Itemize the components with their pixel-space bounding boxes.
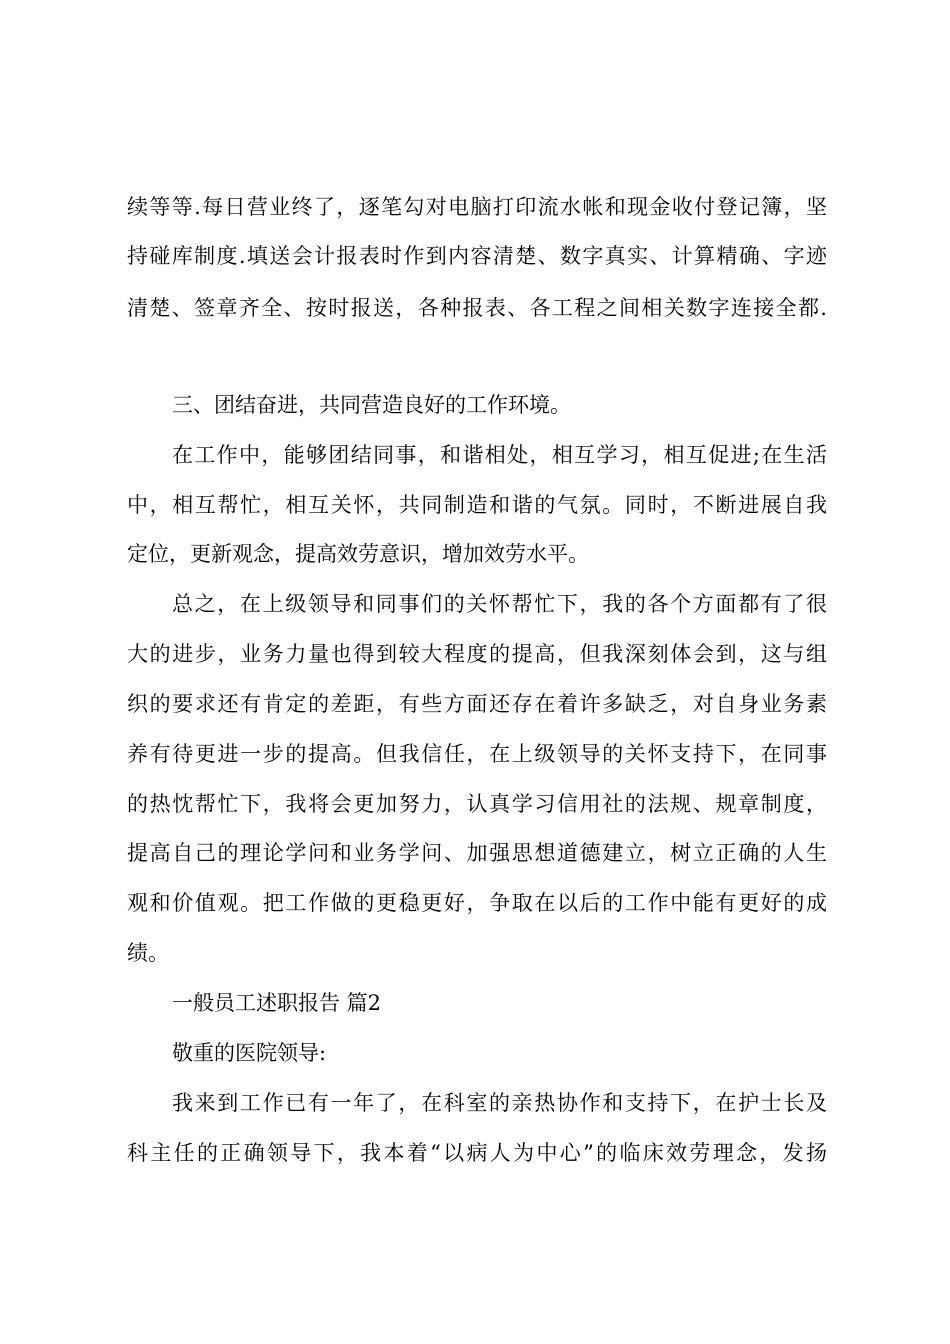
body-line-8: 总之，在上级领导和同事们的关怀帮忙下，我的各个方面都有了很 bbox=[172, 592, 827, 616]
section-heading-3: 三、团结奋进，共同营造良好的工作环境。 bbox=[172, 393, 571, 417]
body-line-12: 的热忱帮忙下，我将会更加努力，认真学习信用社的法规、规章制度， bbox=[127, 792, 827, 816]
body-line-10: 织的要求还有肯定的差距，有些方面还存在着许多缺乏，对自身业务素 bbox=[127, 692, 827, 716]
body-line-14: 观和价值观。把工作做的更稳更好，争取在以后的工作中能有更好的成 bbox=[127, 891, 827, 915]
body-line-2: 持碰库制度.填送会计报表时作到内容清楚、数字真实、计算精确、字迹 bbox=[127, 244, 827, 268]
body-line-3: 清楚、签章齐全、按时报送，各种报表、各工程之间相关数字连接全都. bbox=[127, 296, 827, 320]
body-line-11: 养有待更进一步的提高。但我信任，在上级领导的关怀支持下，在同事 bbox=[127, 742, 827, 766]
body-line-9: 大的进步，业务力量也得到较大程度的提高，但我深刻体会到，这与组 bbox=[127, 642, 827, 666]
report-subtitle: 一般员工述职报告 篇2 bbox=[172, 991, 382, 1015]
salutation: 敬重的医院领导: bbox=[172, 1041, 327, 1065]
body-line-18: 我来到工作已有一年了，在科室的亲热协作和支持下，在护士长及 bbox=[172, 1091, 827, 1115]
body-line-19: 科主任的正确领导下，我本着“以病人为中心”的临床效劳理念，发扬 bbox=[127, 1141, 827, 1165]
body-line-13: 提高自己的理论学问和业务学问、加强思想道德建立，树立正确的人生 bbox=[127, 841, 827, 865]
body-line-6: 中，相互帮忙，相互关怀，共同制造和谐的气氛。同时，不断进展自我 bbox=[127, 493, 827, 517]
body-line-7: 定位，更新观念，提高效劳意识，增加效劳水平。 bbox=[127, 542, 589, 566]
body-line-5: 在工作中，能够团结同事，和谐相处，相互学习，相互促进;在生活 bbox=[172, 443, 827, 467]
body-line-1: 续等等.每日营业终了，逐笔勾对电脑打印流水帐和现金收付登记簿，坚 bbox=[127, 195, 827, 219]
body-line-15: 绩。 bbox=[127, 941, 169, 965]
